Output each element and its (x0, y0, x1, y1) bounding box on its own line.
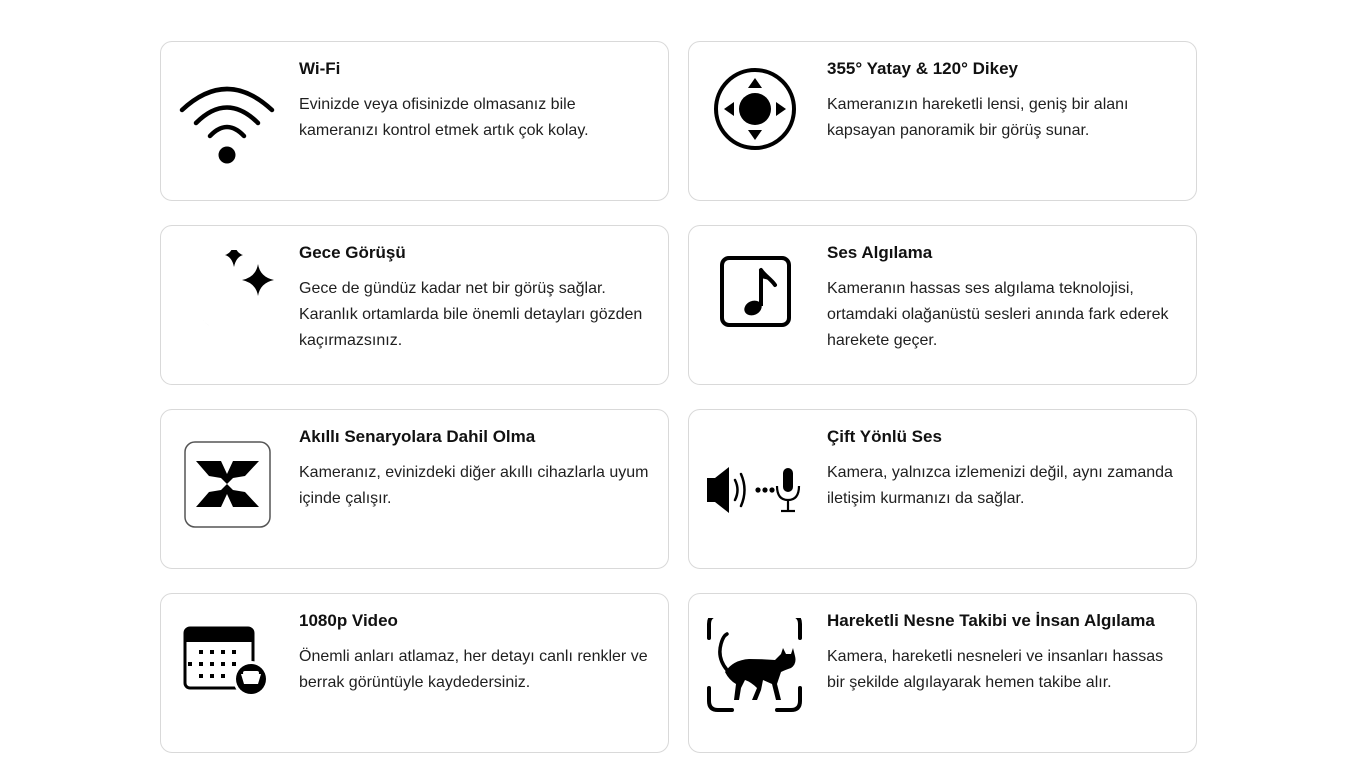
wifi-icon (177, 66, 277, 166)
feature-card-pan-tilt (688, 41, 1197, 201)
feature-description: Önemli anları atlamaz, her detayı canlı renkler ve berrak görüntüyle kaydedersiniz. (299, 648, 648, 691)
feature-description: Kamera, hareketli nesneleri ve insanları hassas bir şekilde algılayarak hemen takibe alır. (827, 648, 1164, 691)
smart-scenario-icon (177, 434, 277, 534)
feature-title: Wi-Fi (299, 59, 341, 78)
feature-title: 355° Yatay & 120° Dikey (827, 59, 1018, 78)
moon-stars-icon (177, 250, 277, 350)
feature-card-sound-detection (688, 225, 1197, 385)
two-way-audio-icon (703, 434, 803, 534)
calendar-record-icon (177, 618, 277, 718)
feature-title: Hareketli Nesne Takibi ve İnsan Algılama (827, 611, 1155, 630)
feature-title: Ses Algılama (827, 243, 933, 262)
feature-card-two-way-audio (688, 409, 1197, 569)
feature-card-wifi (160, 41, 669, 201)
feature-title: Çift Yönlü Ses (827, 427, 942, 446)
feature-description: Kameranın hassas ses algılama teknolojisi, ortamdaki olağanüstü sesleri anında fark ederek harekete geçer. (827, 280, 1169, 349)
feature-card-1080p-video (160, 593, 669, 753)
feature-card-motion-tracking (688, 593, 1197, 753)
music-note-icon (705, 250, 805, 350)
feature-title: Gece Görüşü (299, 243, 406, 262)
feature-title: Akıllı Senaryolara Dahil Olma (299, 427, 536, 446)
feature-description: Gece de gündüz kadar net bir görüş sağlar. Karanlık ortamlarda bile önemli detayları gözden kaçırmazsınız. (299, 280, 643, 349)
feature-card-night-vision (160, 225, 669, 385)
feature-card-smart-scenario (160, 409, 669, 569)
motion-tracking-icon (705, 618, 805, 718)
feature-grid (160, 41, 1197, 753)
feature-description: Kamera, yalnızca izlemenizi değil, aynı zamanda iletişim kurmanızı da sağlar. (827, 464, 1173, 507)
feature-title: 1080p Video (299, 611, 398, 630)
feature-description: Kameranızın hareketli lensi, geniş bir alanı kapsayan panoramik bir görüş sunar. (827, 96, 1129, 139)
pan-tilt-icon (705, 66, 805, 166)
feature-description: Kameranız, evinizdeki diğer akıllı cihazlarla uyum içinde çalışır. (299, 464, 649, 507)
feature-description: Evinizde veya ofisinizde olmasanız bile kameranızı kontrol etmek artık çok kolay. (299, 96, 589, 139)
